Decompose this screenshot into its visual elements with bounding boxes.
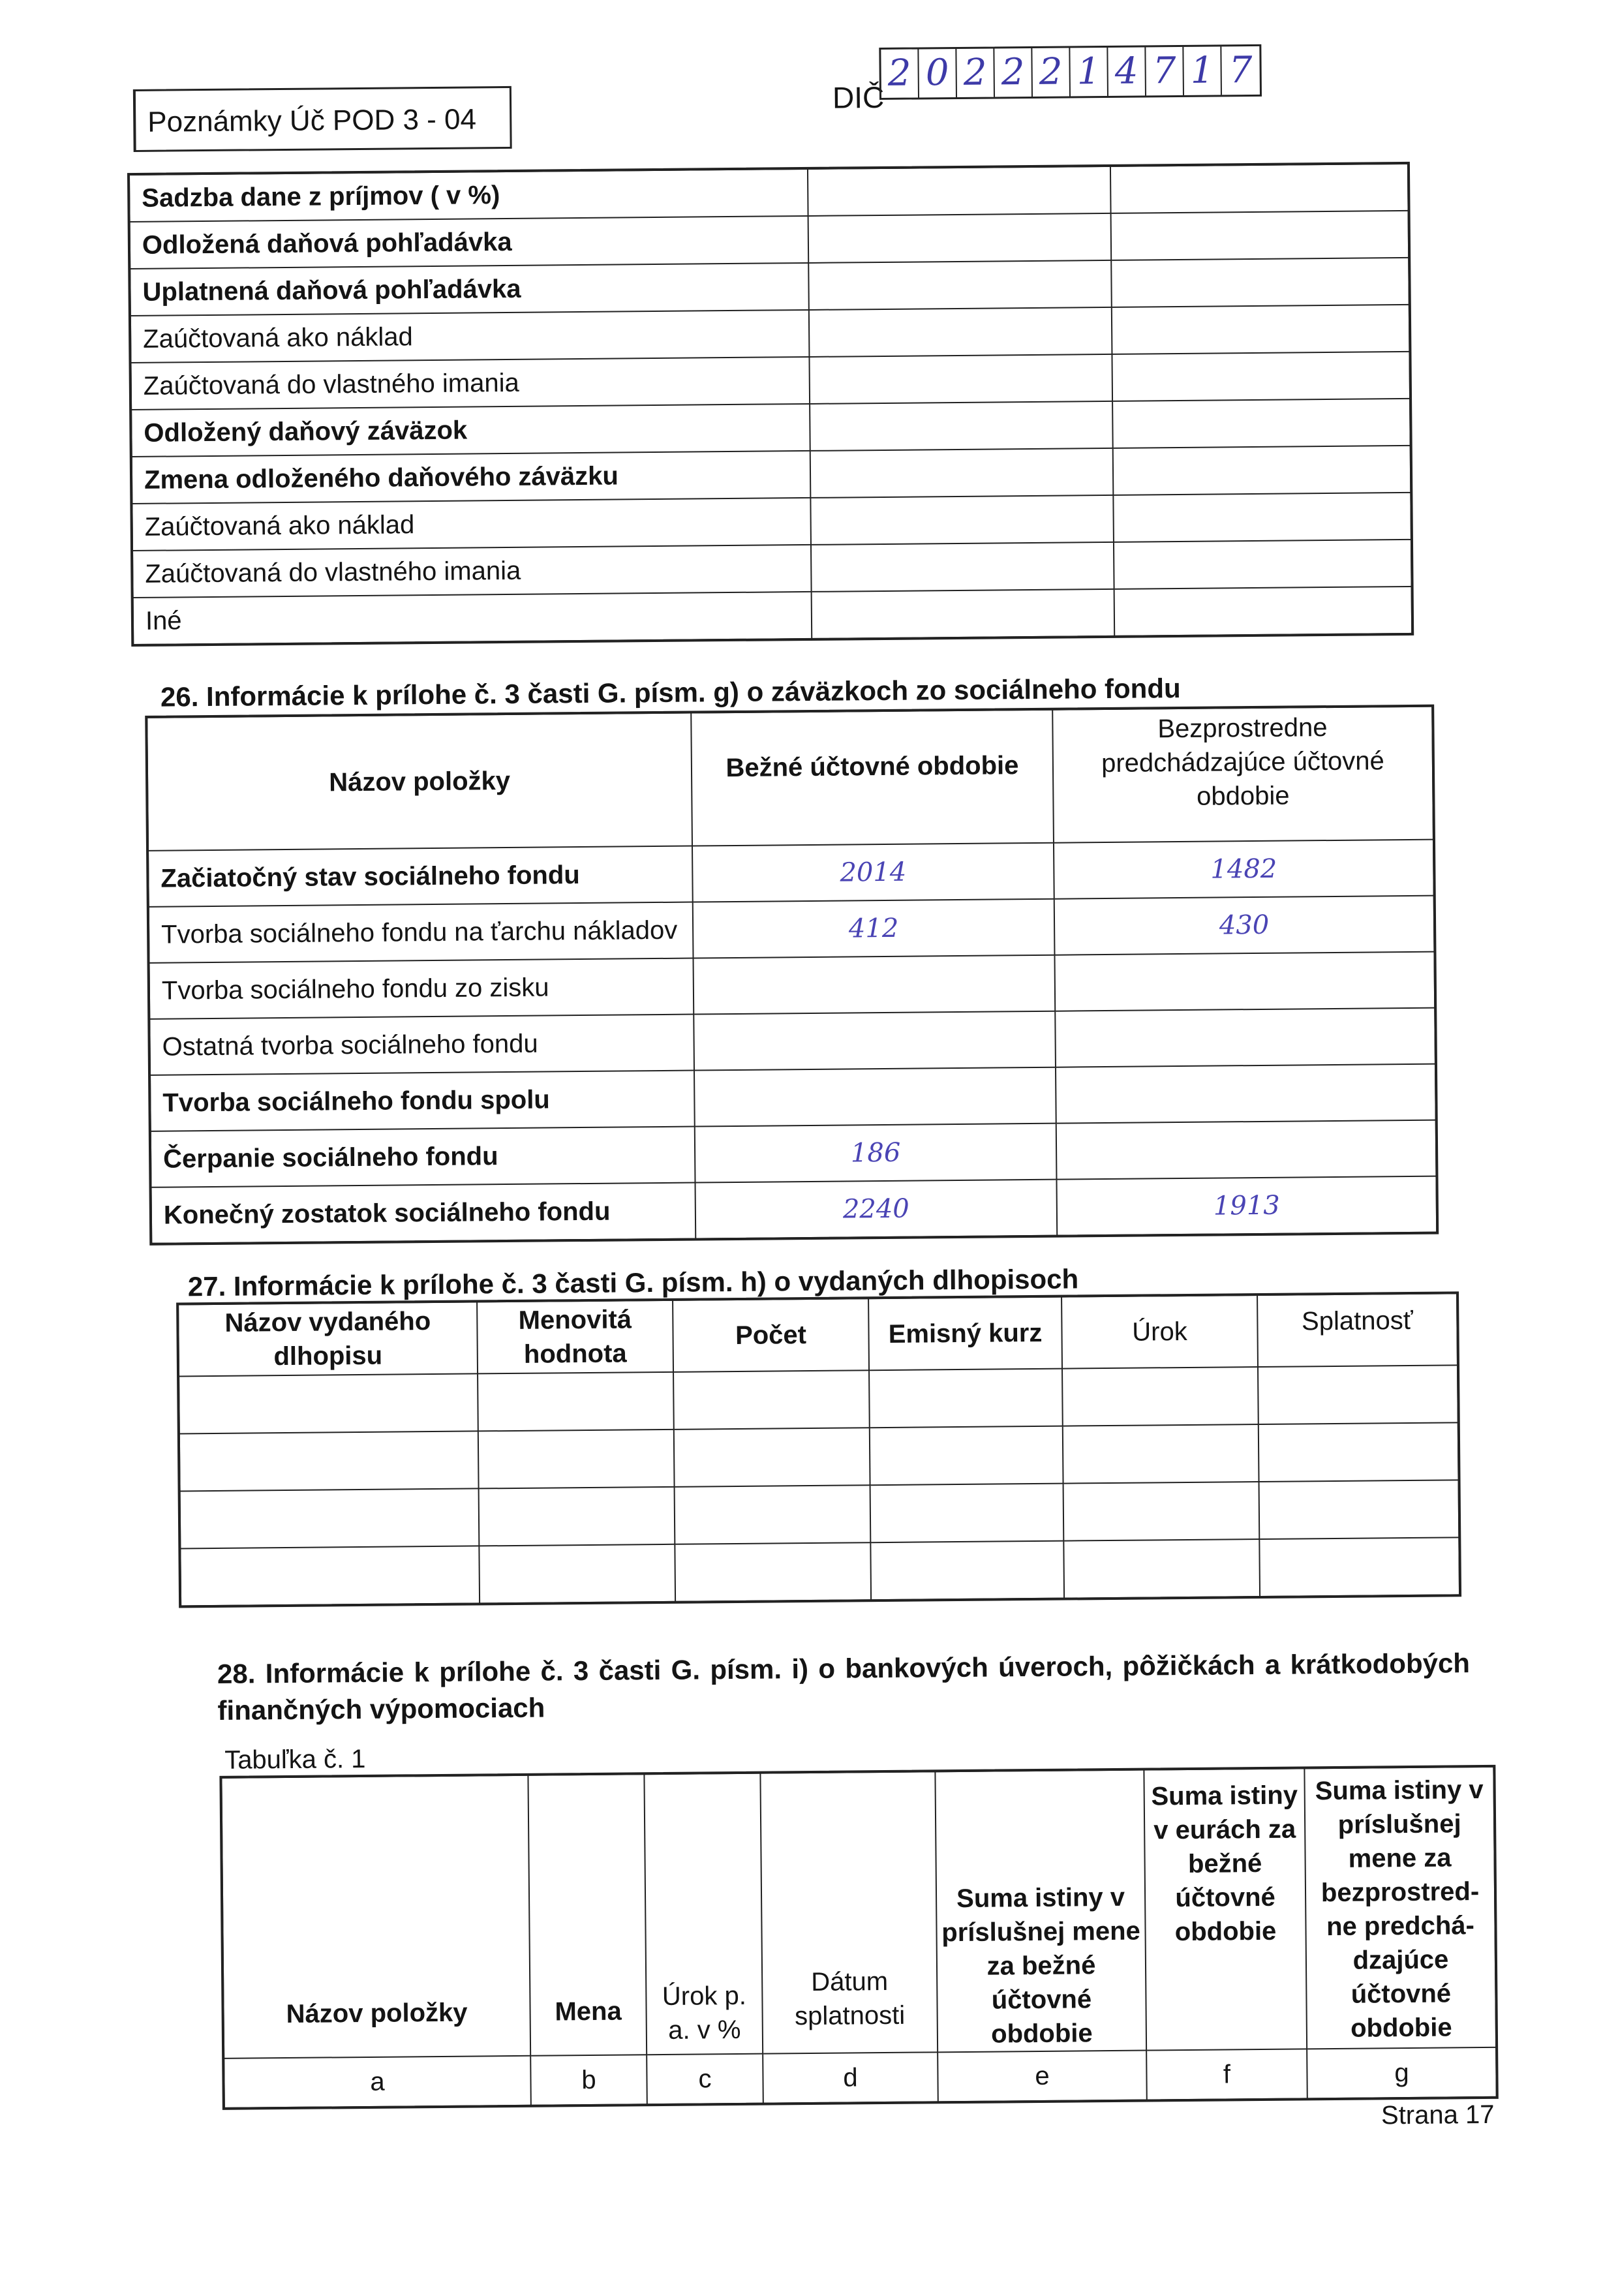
col-header-count: Počet xyxy=(673,1298,869,1372)
col-header-principal-currency: Suma istiny v príslušnej mene za bežné účtovné obdobie xyxy=(935,1770,1146,2053)
column-letter: f xyxy=(1146,2049,1307,2100)
cell[interactable] xyxy=(478,1372,674,1431)
cell[interactable] xyxy=(1063,1424,1259,1484)
col-header-bond-name: Názov vydaného dlhopisu xyxy=(178,1302,478,1376)
dic-digit[interactable]: 2 xyxy=(1032,48,1071,97)
value-cell[interactable] xyxy=(810,401,1113,451)
col-header-issue-rate: Emisný kurz xyxy=(868,1297,1062,1371)
cell[interactable] xyxy=(1259,1480,1459,1539)
row-label: Zmena odloženého daňového záväzku xyxy=(132,451,811,504)
col-header-maturity-date: Dátum splatnosti xyxy=(760,1771,938,2053)
table-row xyxy=(180,1537,1459,1606)
table-header-row xyxy=(221,1767,1496,2059)
value-cell[interactable] xyxy=(811,542,1114,592)
cell[interactable] xyxy=(1258,1365,1458,1424)
dic-digit[interactable]: 2 xyxy=(881,49,919,98)
dic-digit[interactable]: 1 xyxy=(1070,48,1108,97)
previous-value[interactable]: 1913 xyxy=(1056,1176,1437,1236)
cell[interactable] xyxy=(675,1542,871,1602)
dic-label: DIČ xyxy=(832,80,885,115)
dic-boxes xyxy=(879,44,1262,100)
value-cell[interactable] xyxy=(812,589,1115,639)
cell[interactable] xyxy=(1259,1422,1459,1482)
section-28-title: 28. Informácie k prílohe č. 3 časti G. písm. i) o bankových úveroch, pôžičkách a krátkodobých finančných výpomociach xyxy=(217,1647,1471,1726)
cell[interactable] xyxy=(1062,1367,1259,1426)
col-header-interest: Úrok xyxy=(1061,1295,1258,1369)
col-header-item: Názov položky xyxy=(221,1775,530,2059)
previous-value[interactable] xyxy=(1056,1064,1436,1124)
row-label: Zaúčtovaná do vlastného imania xyxy=(132,545,812,598)
row-label: Tvorba sociálneho fondu zo zisku xyxy=(149,958,694,1019)
row-label: Začiatočný stav sociálneho fondu xyxy=(148,846,693,907)
value-cell[interactable] xyxy=(810,495,1114,545)
value-cell[interactable] xyxy=(808,213,1112,263)
column-letter: c xyxy=(647,2054,763,2105)
row-label: Tvorba sociálneho fondu na ťarchu nákladov xyxy=(149,902,694,963)
dic-digit[interactable]: 7 xyxy=(1229,49,1253,92)
social-fund-table xyxy=(146,706,1437,1244)
row-label: Uplatnená daňová pohľadávka xyxy=(130,263,809,316)
table-row xyxy=(179,1422,1459,1491)
current-value[interactable]: 186 xyxy=(695,1124,1057,1183)
cell[interactable] xyxy=(1063,1539,1260,1599)
value-cell[interactable] xyxy=(1112,399,1411,448)
value-cell[interactable] xyxy=(1112,305,1410,354)
current-value[interactable]: 2240 xyxy=(695,1180,1058,1239)
row-label: Odložená daňová pohľadávka xyxy=(130,216,809,269)
value-cell[interactable] xyxy=(1114,587,1412,636)
bank-loans-table xyxy=(221,1766,1497,2109)
dic-digit[interactable]: 4 xyxy=(1108,47,1146,96)
cell[interactable] xyxy=(1063,1482,1260,1541)
dic-digit[interactable]: 2 xyxy=(956,48,995,97)
cell[interactable] xyxy=(180,1546,480,1606)
cell[interactable] xyxy=(870,1426,1063,1486)
column-letter: e xyxy=(938,2051,1147,2102)
dic-digit[interactable]: 1 xyxy=(1183,46,1222,95)
column-letter: a xyxy=(224,2056,531,2108)
cell[interactable] xyxy=(479,1544,675,1604)
current-value[interactable]: 412 xyxy=(693,899,1055,958)
table-row xyxy=(151,1176,1437,1244)
value-cell[interactable] xyxy=(1113,493,1411,542)
previous-value[interactable] xyxy=(1054,952,1435,1011)
cell[interactable] xyxy=(479,1487,675,1546)
row-label: Zaúčtovaná do vlastného imania xyxy=(131,357,810,410)
value-cell[interactable] xyxy=(809,354,1112,404)
col-header-current: Bežné účtovné obdobie xyxy=(691,710,1054,846)
row-label: Tvorba sociálneho fondu spolu xyxy=(150,1071,695,1131)
row-label: Odložený daňový záväzok xyxy=(131,404,810,457)
cell[interactable] xyxy=(870,1484,1064,1543)
value-cell[interactable] xyxy=(1112,352,1410,401)
current-value[interactable] xyxy=(694,955,1056,1015)
previous-value[interactable]: 1482 xyxy=(1054,840,1434,899)
page-number: Strana 17 xyxy=(1381,2100,1495,2130)
col-header-nominal: Menovitá hodnota xyxy=(477,1300,673,1374)
previous-value[interactable]: 430 xyxy=(1054,896,1435,955)
value-cell[interactable] xyxy=(808,260,1112,310)
value-cell[interactable] xyxy=(808,166,1111,216)
row-label: Iné xyxy=(133,592,812,645)
form-label: Poznámky Úč POD 3 - 04 xyxy=(133,86,512,152)
row-label: Sadzba dane z príjmov ( v %) xyxy=(129,169,808,222)
row-label: Čerpanie sociálneho fondu xyxy=(151,1127,695,1187)
value-cell[interactable] xyxy=(1114,540,1412,589)
value-cell[interactable] xyxy=(1113,446,1411,495)
value-cell[interactable] xyxy=(1110,164,1409,213)
cell[interactable] xyxy=(179,1431,479,1491)
cell[interactable] xyxy=(673,1370,870,1430)
cell[interactable] xyxy=(179,1373,478,1433)
value-cell[interactable] xyxy=(1111,211,1409,260)
current-value[interactable]: 2014 xyxy=(692,843,1054,902)
previous-value[interactable] xyxy=(1055,1008,1435,1067)
row-label: Ostatná tvorba sociálneho fondu xyxy=(149,1015,694,1075)
cell[interactable] xyxy=(869,1369,1063,1428)
col-header-item: Názov položky xyxy=(147,713,692,851)
col-header-currency: Mena xyxy=(528,1774,647,2056)
value-cell[interactable] xyxy=(810,448,1114,498)
col-header-maturity: Splatnosť xyxy=(1257,1293,1458,1367)
row-label: Zaúčtovaná ako náklad xyxy=(132,498,811,551)
table-row xyxy=(179,1365,1458,1433)
row-label: Zaúčtovaná ako náklad xyxy=(130,310,810,363)
table-header-row xyxy=(147,707,1433,851)
table-header-row xyxy=(178,1293,1458,1376)
current-value[interactable] xyxy=(694,1067,1056,1127)
col-header-interest: Úrok p. a. v % xyxy=(644,1773,763,2055)
dic-digit[interactable]: 0 xyxy=(919,49,957,98)
deferred-tax-table xyxy=(129,163,1412,645)
section-27-title: 27. Informácie k prílohe č. 3 časti G. písm. h) o vydaných dlhopisoch xyxy=(187,1263,1079,1302)
cell[interactable] xyxy=(674,1428,870,1487)
previous-value[interactable] xyxy=(1056,1120,1437,1180)
column-letter: g xyxy=(1307,2047,1497,2099)
col-header-previous: Bezprostredne predchádzajúce účtovné obdobie xyxy=(1052,707,1433,843)
section-26-title: 26. Informácie k prílohe č. 3 časti G. písm. g) o záväzkoch zo sociálneho fondu xyxy=(160,673,1181,712)
cell[interactable] xyxy=(1259,1537,1459,1597)
row-label: Konečný zostatok sociálneho fondu xyxy=(151,1183,696,1244)
dic-digit[interactable]: 2 xyxy=(994,48,1033,97)
cell[interactable] xyxy=(180,1488,480,1548)
table-label: Tabuľka č. 1 xyxy=(224,1744,366,1775)
cell[interactable] xyxy=(675,1485,871,1544)
column-letter: d xyxy=(763,2052,938,2103)
col-header-principal-eur: Suma istiny v eurách za bežné účtovné obdobie xyxy=(1144,1768,1307,2050)
cell[interactable] xyxy=(478,1430,675,1489)
bonds-table xyxy=(177,1293,1460,1606)
column-letter: b xyxy=(530,2055,647,2105)
value-cell[interactable] xyxy=(809,307,1112,357)
value-cell[interactable] xyxy=(1111,258,1409,307)
cell[interactable] xyxy=(870,1541,1064,1600)
column-letters-row xyxy=(224,2047,1497,2108)
dic-digit[interactable]: 7 xyxy=(1146,47,1184,96)
current-value[interactable] xyxy=(694,1011,1056,1071)
table-row xyxy=(180,1480,1459,1548)
col-header-principal-previous: Suma istiny v príslušnej mene za bezprostred-ne predchá-dzajúce účtovné obdobie xyxy=(1304,1767,1496,2049)
